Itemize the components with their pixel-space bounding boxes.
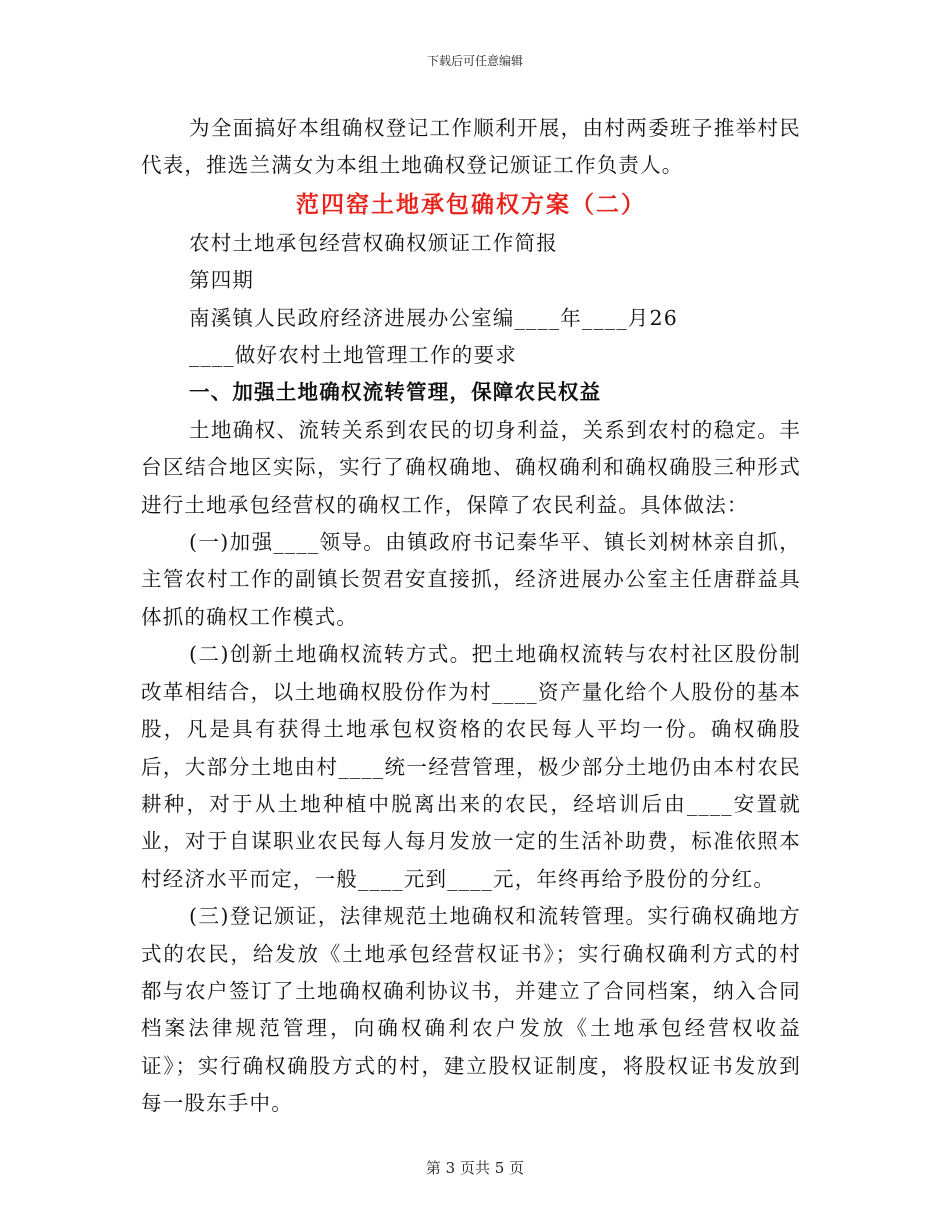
section-title: 范四窑土地承包确权方案（二） xyxy=(296,190,646,218)
heading-one: 一、加强土地确权流转管理，保障农民权益 xyxy=(189,380,602,405)
paragraph-1: 土地确权、流转关系到农民的切身利益，关系到农村的稳定。丰台区结合地区实际，实行了确权确地、确权确利和确权确股三种形式进行土地承包经营权的确权工作，保障了农民利益。具体做法： xyxy=(141,417,801,517)
page-footer: 第 3 页共 5 页 xyxy=(425,1159,525,1177)
subject-line: ____做好农村土地管理工作的要求 xyxy=(189,343,517,368)
document-body xyxy=(141,110,801,1123)
editor-line: 南溪镇人民政府经济进展办公室编____年____月26 xyxy=(189,305,678,330)
paragraph-intro: 为全面搞好本组确权登记工作顺利开展，由村两委班子推举村民代表，推选兰满女为本组土地确权登记颁证工作负责人。 xyxy=(141,116,801,178)
issue-number: 第四期 xyxy=(189,268,255,293)
bulletin-title: 农村土地承包经营权确权颁证工作简报 xyxy=(189,230,558,255)
paragraph-2: (一)加强____领导。由镇政府书记秦华平、镇长刘树林亲自抓，主管农村工作的副镇长贺君安直接抓，经济进展办公室主任唐群益具体抓的确权工作模式。 xyxy=(141,530,801,629)
page-header: 下载后可任意编辑 xyxy=(426,54,523,68)
paragraph-4: (三)登记颁证，法律规范土地确权和流转管理。实行确权确地方式的农民，给发放《土地承包经营权证书》；实行确权确利方式的村都与农户签订了土地确权确利协议书，并建立了合同档案，纳入合同档案法律规范管理，向确权确利农户发放《土地承包经营权收益证》；实行确权确股方式的村，建立股权证制度，将股权证书发放到每一股东手中。 xyxy=(141,904,801,1116)
paragraph-3: (二)创新土地确权流转方式。把土地确权流转与农村社区股份制改革相结合，以土地确权股份作为村____资产量化给个人股份的基本股，凡是具有获得土地承包权资格的农民每人平均一份。确权确股后，大部分土地由村____统一经营管理，极少部分土地仍由本村农民耕种，对于从土地种植中脱离出来的农民，经培训后由____安置就业，对于自谋职业农民每人每月发放一定的生活补助费，标准依照本村经济水平而定，一般____元到____元，年终再给予股份的分红。 xyxy=(141,642,801,891)
